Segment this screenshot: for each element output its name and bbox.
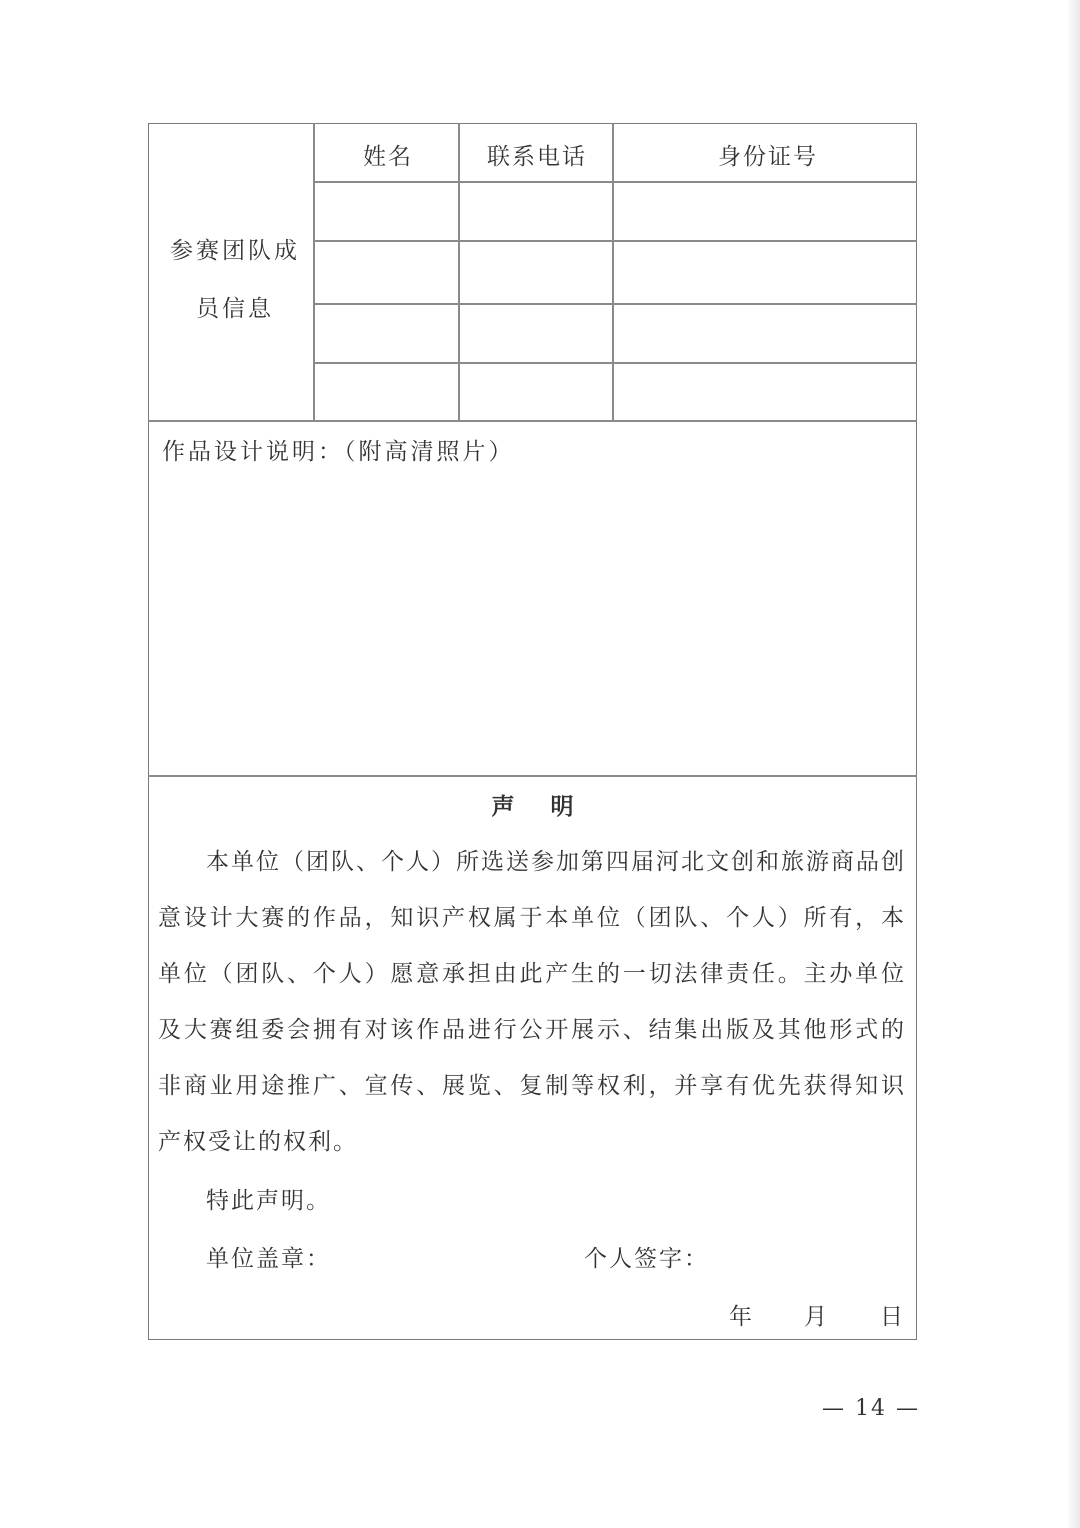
cell-name-row-1[interactable] [315,183,457,239]
cell-name-row-4[interactable] [315,364,457,419]
declaration-title: 声明 [491,793,610,820]
declaration-closing: 特此声明。 [206,1188,331,1214]
team-info-label [160,222,310,338]
cell-phone-row-4[interactable] [460,364,611,419]
cell-name-row-2[interactable] [315,242,457,302]
header-id-number: 身份证号 [718,144,818,170]
date-year-label: 年 [729,1304,752,1330]
unit-seal-label: 单位盖章： [206,1246,331,1272]
declaration-divider [148,775,917,777]
cell-id-row-2[interactable] [614,242,916,302]
cell-phone-row-3[interactable] [460,305,611,361]
personal-signature-field[interactable] [706,1236,906,1276]
design-description-label: 作品设计说明：（附高清照片） [162,439,515,465]
personal-signature-label: 个人签字： [584,1246,709,1272]
cell-id-row-3[interactable] [614,305,916,361]
cell-id-row-1[interactable] [614,183,916,239]
table-line-bottom [148,420,917,422]
cell-name-row-3[interactable] [315,305,457,361]
cell-id-row-4[interactable] [614,364,916,419]
header-phone: 联系电话 [487,144,587,170]
unit-seal-field[interactable] [330,1236,550,1276]
page-edge-shadow [1066,0,1080,1528]
cell-phone-row-1[interactable] [460,183,611,239]
team-info-label-line-1: 参赛团队成 [170,238,300,264]
declaration-body: 本单位（团队、个人）所选送参加第四届河北文创和旅游商品创意设计大赛的作品，知识产权属于本单位（团队、个人）所有，本单位（团队、个人）愿意承担由此产生的一切法律责任。主办单位及大赛组委会拥有对该作品进行公开展示、结集出版及其他形式的非商业用途推广、宣传、展览、复制等权利，并享有优先获得知识产权受让的权利。 [158,849,906,1155]
team-info-label-line-2: 员信息 [196,296,274,322]
header-name: 姓名 [363,144,413,170]
design-description-area[interactable] [152,470,914,772]
date-day-label: 日 [880,1304,903,1330]
cell-phone-row-2[interactable] [460,242,611,302]
date-month-label: 月 [804,1304,827,1330]
page-number: — 14 — [822,1396,920,1421]
